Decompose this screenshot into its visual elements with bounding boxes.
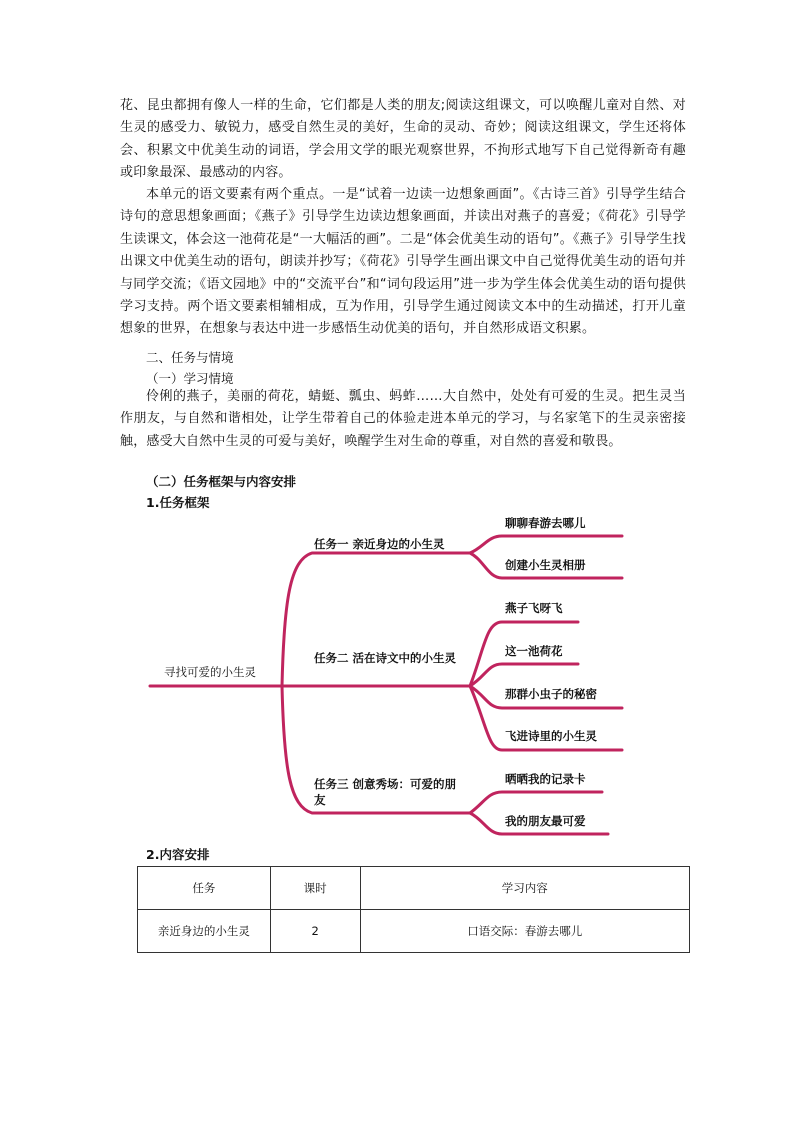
content-arrangement-table — [137, 866, 690, 953]
table-header-task: 任务 — [138, 867, 271, 910]
subheading-learning-context: （一）学习情境 — [146, 371, 234, 386]
elements-paragraph: 本单元的语文要素有两个重点。一是“试着一边读一边想象画面”。《古诗三首》引导学生结合诗句的意思想象画面；《燕子》引导学生边读边想象画面，并读出对燕子的喜爱；《荷花》引导学生读课文，体会这一池荷花是“一大幅活的画”。二是“体会优美生动的语句”。《燕子》引导学生找出课文中优美生动的语句，朗读并抄写；《荷花》引导学生画出课文中自己觉得优美生动的语句并与同学交流；《语文园地》中的“交流平台”和“词句段运用”进一步为学生体会优美生动的语句提供学习支持。两个语文要素相辅相成，互为作用，引导学生通过阅读文本中的生动描述，打开儿童想象的世界，在想象与表达中进一步感悟生动优美的语句，并自然形成语文积累。 — [120, 187, 686, 337]
table-cell-content: 口语交际：春游去哪儿 — [360, 910, 689, 953]
task3-sub-1 — [470, 792, 602, 813]
task3-item-2: 我的朋友最可爱 — [505, 814, 586, 828]
table-cell-task: 亲近身边的小生灵 — [138, 910, 271, 953]
task3-label: 任务三 创意秀场：可爱的朋友 — [314, 777, 457, 807]
task2-item-4: 飞进诗里的小生灵 — [505, 729, 597, 743]
branch-task1 — [282, 553, 470, 686]
table-header-hours: 课时 — [270, 867, 360, 910]
task2-item-1: 燕子飞呀飞 — [505, 601, 563, 615]
table-header-content: 学习内容 — [360, 867, 689, 910]
heading-task-framework: 1.任务框架 — [146, 495, 210, 510]
task2-item-3: 那群小虫子的秘密 — [505, 687, 597, 701]
task2-item-2: 这一池荷花 — [505, 644, 563, 658]
context-paragraph: 伶俐的燕子，美丽的荷花，蜻蜓、瓢虫、蚂蚱……大自然中，处处有可爱的生灵。把生灵当作朋友，与自然和谐相处，让学生带着自己的体验走进本单元的学习，与名家笔下的生灵亲密接触，感受大自然中生灵的可爱与美好，唤醒学生对生命的尊重，对自然的喜爱和敬畏。 — [120, 389, 686, 449]
table-header-row — [138, 867, 690, 910]
task1-item-1: 聊聊春游去哪儿 — [505, 516, 586, 530]
task1-item-2: 创建小生灵相册 — [505, 558, 586, 572]
intro-paragraph: 花、昆虫都拥有像人一样的生命，它们都是人类的朋友;阅读这组课文，可以唤醒儿童对自然、对生灵的感受力、敏锐力，感受自然生灵的美好，生命的灵动、奇妙；阅读这组课文，学生还将体会、积累文中优美生动的词语，学会用文学的眼光观察世界，不拘形式地写下自己觉得新奇有趣或印象最深、最感动的内容。 — [120, 98, 686, 181]
mindmap-root-label: 寻找可爱的小生灵 — [164, 665, 256, 679]
task2-label: 任务二 活在诗文中的小生灵 — [314, 651, 457, 665]
task1-label: 任务一 亲近身边的小生灵 — [314, 537, 445, 551]
subheading-framework-arrangement: （二）任务框架与内容安排 — [146, 474, 297, 489]
section-heading-tasks: 二、任务与情境 — [146, 350, 234, 365]
table-row — [138, 910, 690, 953]
heading-content-arrangement: 2.内容安排 — [146, 847, 210, 862]
task1-sub-1 — [470, 536, 622, 553]
task2-sub-2 — [470, 664, 578, 686]
task3-item-1: 晒晒我的记录卡 — [505, 772, 586, 786]
table-cell-hours: 2 — [270, 910, 360, 953]
